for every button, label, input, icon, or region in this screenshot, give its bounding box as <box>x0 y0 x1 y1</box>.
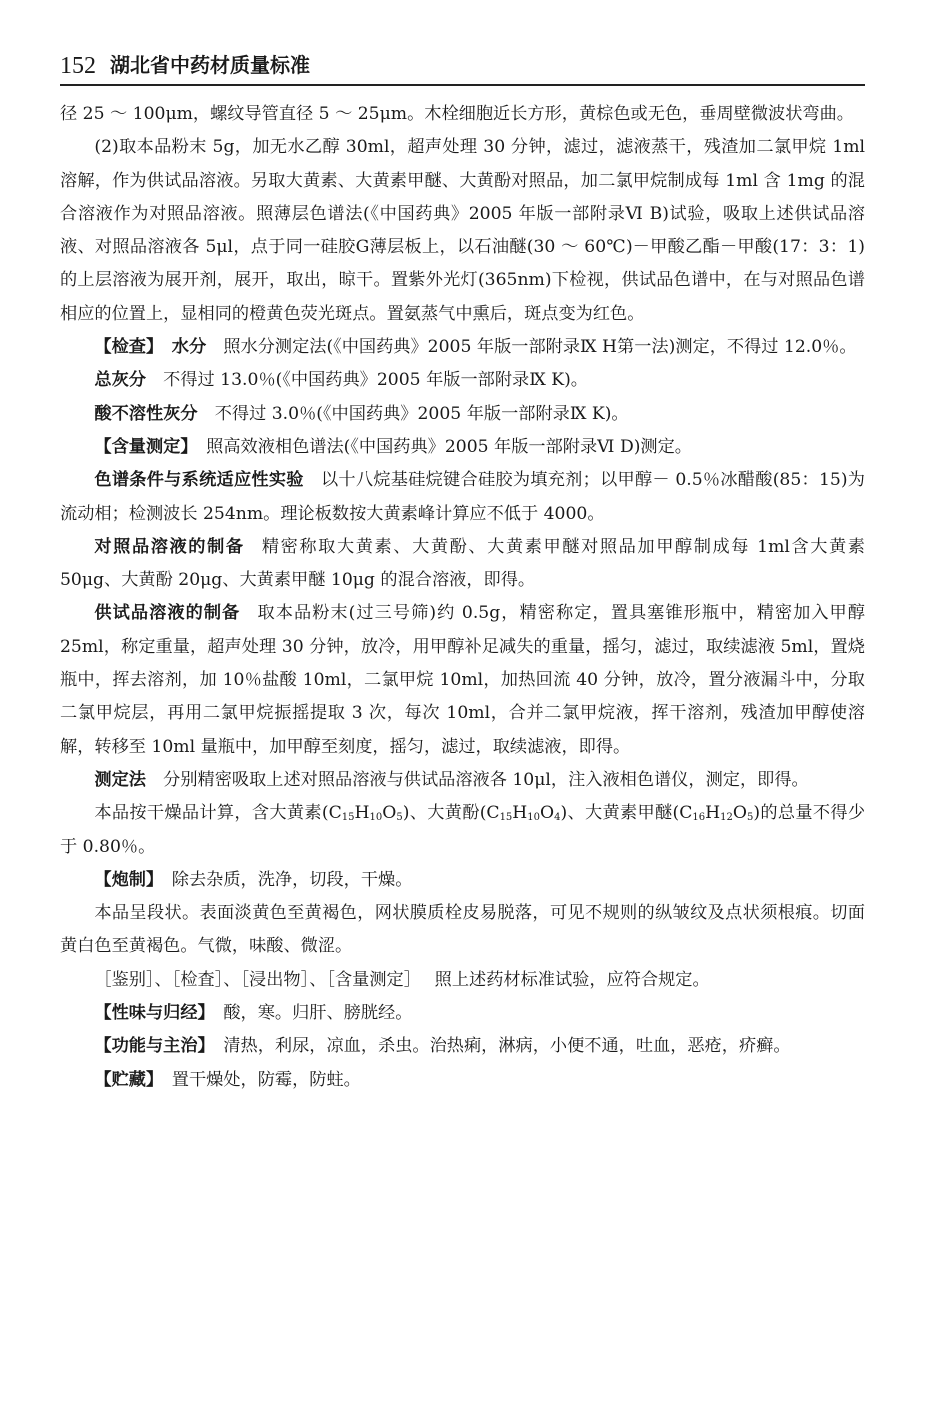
section-label-assay: 【含量测定】 <box>94 436 198 457</box>
label-reference-solution: 对照品溶液的制备 <box>94 536 245 557</box>
content-text-part: )的总量不得少于 0.80％。 <box>60 803 866 857</box>
body-text <box>60 98 865 1097</box>
content-text-part: H <box>354 803 370 824</box>
paragraph-content-limit <box>60 797 865 864</box>
storage-text: 置干燥处，防霉，防蛀。 <box>171 1069 361 1090</box>
section-label-functions: 【功能与主治】 <box>94 1036 215 1057</box>
processed-tests-text: 照上述药材标准试验，应符合规定。 <box>434 969 710 990</box>
sublabel-moisture: 水分 <box>171 337 207 358</box>
reference-solution-text: 精密称取大黄素、大黄酚、大黄素甲醚对照品加甲醇制成每 1ml含大黄素 50μg、大黄酚 20μg、大黄素甲醚 10μg 的混合溶液，即得。 <box>60 536 865 591</box>
page-header <box>60 44 865 86</box>
formula-subscript: 4 <box>554 812 561 824</box>
processed-tests-lead: ［鉴别］、［检査］、［浸出物］、［含量测定］ <box>94 969 421 990</box>
processing-text: 除去杂质，洗净，切段，干燥。 <box>171 869 413 890</box>
paragraph-storage <box>60 1064 865 1097</box>
assay-text: 照高效液相色谱法(《中国药典》2005 年版一部附录Ⅵ D)测定。 <box>206 436 692 457</box>
formula-subscript: 15 <box>341 812 355 824</box>
paragraph-tlc-identification: (2)取本品粉末 5g，加无水乙醇 30ml，超声处理 30 分钟，滤过，滤液蒸干，残渣加二氯甲烷 1ml 溶解，作为供试品溶液。另取大黄素、大黄素甲醚、大黄酚对照品，加二氯甲烷制成每 1ml 含 1mg 的混合溶液作为对照品溶液。照薄层色谱法(《中国药典》2005 年版一部附录Ⅵ B)试验，吸取上述供试品溶液、对照品溶液各 5μl，点于同一硅胶G薄层板上，以石油醚(30 ～ 60℃)－甲酸乙酯－甲酸(17：3：1)的上层溶液为展开剂，展开，取出，晾干。置紫外光灯(365nm)下检视，供试品色谱中，在与对照品色谱相应的位置上，显相同的橙黄色荧光斑点。置氨蒸气中熏后，斑点变为红色。 <box>60 137 865 324</box>
paragraph-moisture <box>60 331 865 364</box>
nature-meridian-text: 酸，寒。归肝、膀胱经。 <box>223 1003 413 1024</box>
content-text-part: O <box>540 803 555 824</box>
formula-subscript: 12 <box>720 812 733 824</box>
paragraph-reference-solution <box>60 531 865 598</box>
formula-subscript: 5 <box>746 812 754 824</box>
formula-subscript: 10 <box>527 812 541 824</box>
section-label-inspection: 【检查】 <box>94 337 164 358</box>
content-text-part: H <box>512 803 528 824</box>
label-chromatography-conditions: 色谱条件与系统适应性实验 <box>94 470 304 491</box>
paragraph-nature-meridian <box>60 997 865 1030</box>
section-label-nature-meridian: 【性味与归经】 <box>94 1003 215 1024</box>
paragraph-test-solution <box>60 597 865 763</box>
page-number: 152 <box>60 53 96 79</box>
paragraph-determination <box>60 764 865 797</box>
moisture-text: 照水分测定法(《中国药典》2005 年版一部附录Ⅸ H第一法)测定，不得过 12.0％。 <box>223 337 857 358</box>
paragraph-processing <box>60 864 865 897</box>
formula-subscript: 5 <box>396 812 403 824</box>
test-solution-text: 取本品粉末(过三号筛)约 0.5g，精密称定，置具塞锥形瓶中，精密加入甲醇 25ml，称定重量，超声处理 30 分钟，放冷，用甲醇补足减失的重量，摇匀，滤过，取续滤液 5ml，置烧瓶中，挥去溶剂，加 10％盐酸 10ml，二氯甲烷 10ml，加热回流 40 分钟，放冷，置分液漏斗中，分取二氯甲烷层，再用二氯甲烷振摇提取 3 次，每次 10ml，合并二氯甲烷液，挥干溶剂，残渣加甲醇使溶解，转移至 10ml 量瓶中，加甲醇至刻度，摇匀，滤过，取续滤液，即得。 <box>60 603 865 757</box>
label-acid-insoluble-ash: 酸不溶性灰分 <box>94 403 198 424</box>
formula-subscript: 16 <box>692 812 706 824</box>
label-test-solution: 供试品溶液的制备 <box>94 603 241 624</box>
section-label-processing: 【炮制】 <box>94 869 164 890</box>
content-text-part: 本品按干燥品计算，含大黄素(C <box>94 803 342 824</box>
chromatography-conditions-text: 以十八烷基硅烷键合硅胶为填充剂；以甲醇－ 0.5％冰醋酸(85：15)为流动相；检测波长 254nm。理论板数按大黄素峰计算应不低于 4000。 <box>60 470 865 524</box>
paragraph-processed-description: 本品呈段状。表面淡黄色至黄褐色，网状膜质栓皮易脱落，可见不规则的纵皱纹及点状须根痕。切面黄白色至黄褐色。气微，味酸、微涩。 <box>60 903 865 957</box>
content-text-part: )、大黄酚(C <box>402 803 500 824</box>
paragraph-chromatography-conditions <box>60 464 865 531</box>
paragraph-functions <box>60 1030 865 1063</box>
running-title: 湖北省中药材质量标准 <box>110 53 310 77</box>
section-label-storage: 【贮藏】 <box>94 1069 164 1090</box>
paragraph-total-ash <box>60 364 865 397</box>
formula-subscript: 15 <box>499 812 513 824</box>
content-text-part: O <box>732 803 747 824</box>
determination-text: 分别精密吸取上述对照品溶液与供试品溶液各 10μl，注入液相色谱仪，测定，即得。 <box>163 769 809 790</box>
paragraph-processed-tests <box>60 964 865 997</box>
formula-subscript: 10 <box>369 812 383 824</box>
functions-text: 清热，利尿，凉血，杀虫。治热痢，淋病，小便不通，吐血，恶疮，疥癣。 <box>223 1036 791 1057</box>
paragraph-microscopy-end: 径 25 ～ 100μm，螺纹导管直径 5 ～ 25μm。木栓细胞近长方形，黄棕色或无色，垂周壁微波状弯曲。 <box>60 104 854 124</box>
paragraph-assay <box>60 431 865 464</box>
label-total-ash: 总灰分 <box>94 370 146 391</box>
acid-insoluble-ash-text: 不得过 3.0％(《中国药典》2005 年版一部附录Ⅸ K)。 <box>214 403 629 424</box>
content-text-part: )、大黄素甲醚(C <box>560 803 693 824</box>
label-determination: 测定法 <box>94 769 146 790</box>
content-text-part: O <box>382 803 397 824</box>
content-text-part: H <box>705 803 721 824</box>
total-ash-text: 不得过 13.0％(《中国药典》2005 年版一部附录Ⅸ K)。 <box>163 370 588 391</box>
paragraph-acid-insoluble-ash <box>60 398 865 431</box>
